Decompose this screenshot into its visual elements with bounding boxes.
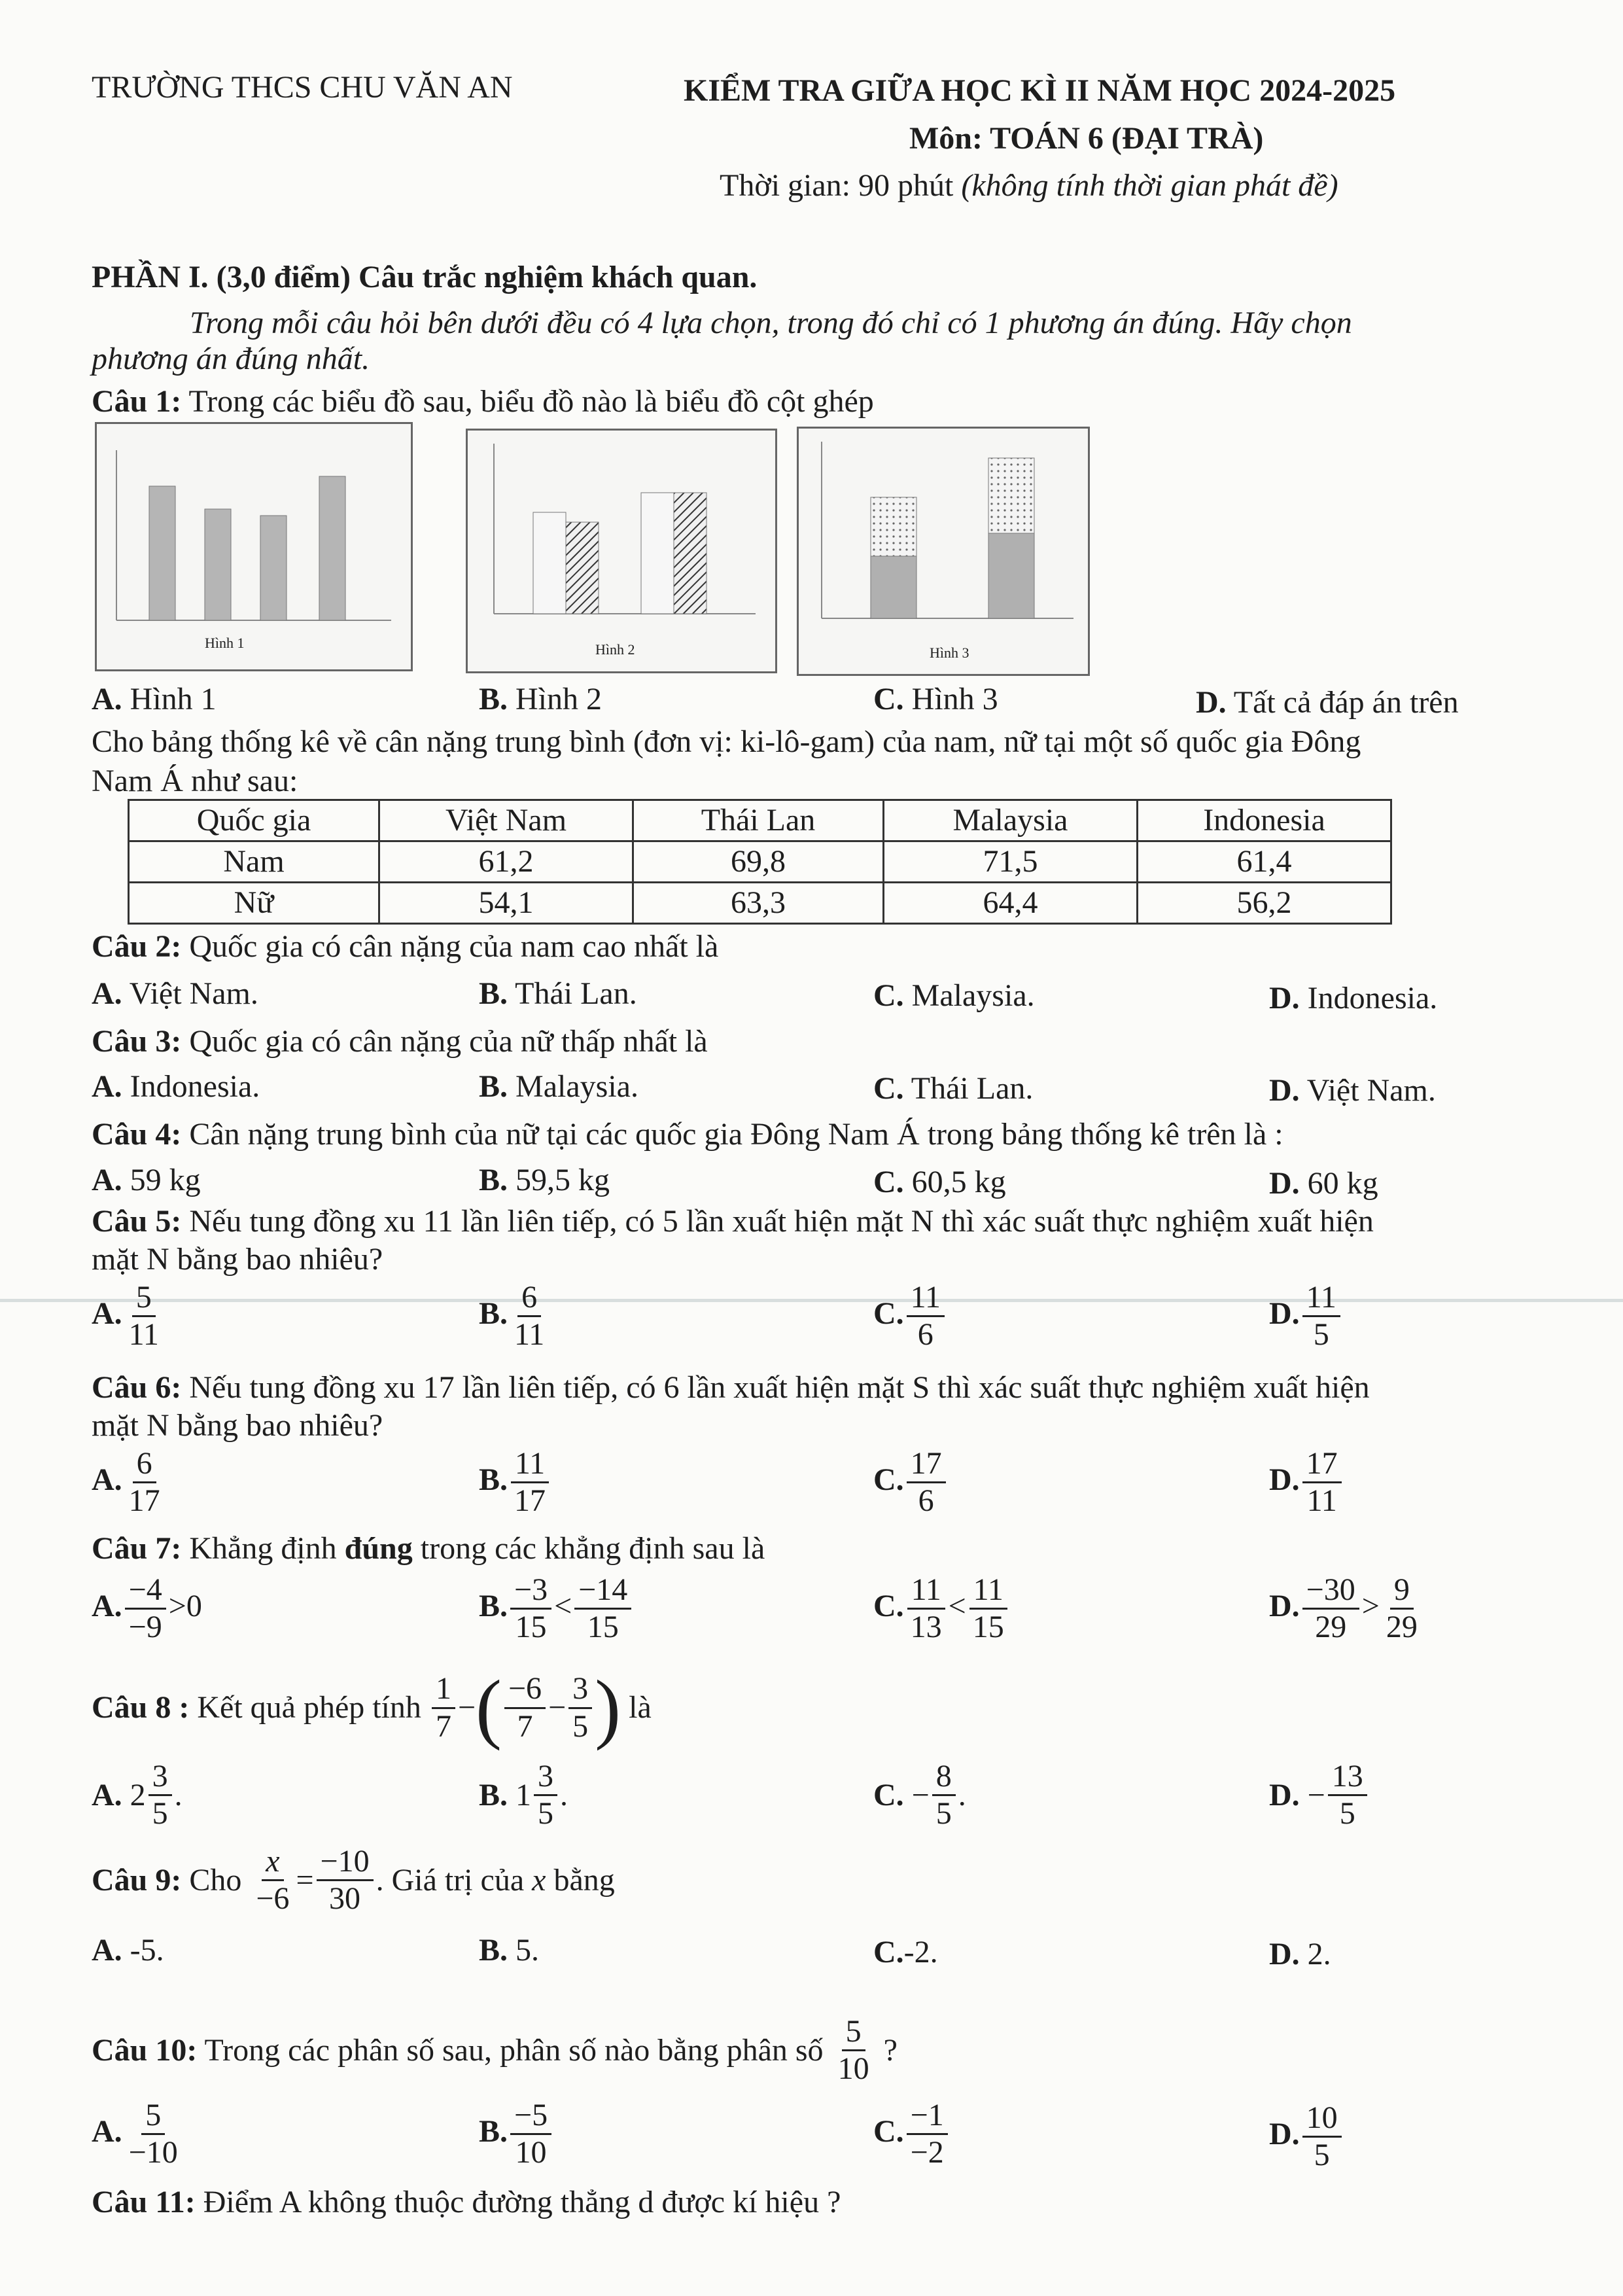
q4-option-d[interactable] — [1269, 1165, 1378, 1203]
q8-option-a[interactable] — [92, 1760, 183, 1831]
question-4 — [92, 1116, 1283, 1154]
whole-part: 1 — [515, 1778, 532, 1813]
numerator: −4 — [125, 1574, 166, 1610]
q6-option-d-fraction — [1302, 1447, 1342, 1518]
q9-text: Cho — [181, 1863, 250, 1898]
q1-option-d-text: Tất cả đáp án trên — [1226, 685, 1459, 720]
q5-option-d-fraction — [1302, 1281, 1340, 1352]
q9-tail2: bằng — [546, 1863, 615, 1898]
table-row — [129, 883, 1391, 924]
q6-option-c-fraction — [907, 1447, 946, 1518]
q1-option-b-letter: B. — [479, 682, 508, 716]
table-header-cell: Quốc gia — [129, 800, 379, 841]
fraction — [834, 2015, 873, 2086]
fraction — [574, 1574, 631, 1644]
fraction — [125, 2099, 182, 2170]
school-name: TRƯỜNG THCS CHU VĂN AN — [92, 70, 513, 105]
fraction — [907, 2099, 948, 2170]
fig1-bar-4 — [319, 476, 345, 620]
q2-option-d-letter: D. — [1269, 981, 1300, 1016]
q2-option-c-letter: C. — [873, 978, 904, 1013]
q6-option-a-fraction — [125, 1447, 164, 1518]
q3-option-c-text: Thái Lan. — [903, 1071, 1034, 1106]
q6-option-d-letter: D. — [1269, 1462, 1300, 1497]
q4-option-c-letter: C. — [873, 1165, 904, 1199]
table-row — [129, 841, 1391, 883]
denominator: 7 — [517, 1708, 533, 1744]
question-6 — [92, 1369, 1370, 1407]
q7-option-a[interactable] — [92, 1574, 202, 1644]
q1-label: Câu 1: — [92, 384, 182, 419]
denominator: 15 — [515, 1610, 547, 1645]
q2-option-b[interactable] — [479, 975, 637, 1013]
q2-text: Quốc gia có cân nặng của nam cao nhất là — [181, 929, 719, 964]
q1-option-a[interactable] — [92, 680, 217, 718]
question-3 — [92, 1023, 708, 1061]
q1-option-b[interactable] — [479, 680, 602, 718]
numerator: x — [262, 1845, 283, 1881]
figure-1-caption: Hình 1 — [205, 635, 245, 651]
q9-option-a[interactable] — [92, 1932, 164, 1969]
q8-option-c-letter: C. — [873, 1778, 904, 1813]
fraction — [148, 1760, 172, 1831]
q5-option-c-letter: C. — [873, 1296, 904, 1331]
q6-option-a-letter: A. — [92, 1462, 122, 1497]
period: . — [560, 1778, 568, 1813]
table-header-row — [129, 800, 1391, 841]
q1-option-c-letter: C. — [873, 682, 904, 716]
figure-1-chart — [95, 422, 413, 671]
q5-option-a[interactable] — [92, 1281, 166, 1352]
fig2-bar-2b — [674, 493, 707, 614]
weight-stats-table — [128, 799, 1392, 925]
q7-option-b[interactable] — [479, 1574, 634, 1644]
q6-option-a[interactable] — [92, 1447, 167, 1518]
q8-tail: là — [621, 1690, 652, 1725]
q10-option-a[interactable] — [92, 2099, 184, 2170]
q3-option-a[interactable] — [92, 1068, 260, 1106]
fraction — [125, 1574, 166, 1644]
q7-text-post: trong các khẳng định sau là — [412, 1531, 765, 1566]
fraction — [1302, 1574, 1359, 1644]
q9-option-c[interactable] — [873, 1934, 938, 1971]
fraction — [907, 1574, 946, 1644]
denominator: 6 — [918, 1483, 934, 1519]
q8-option-d-letter: D. — [1269, 1778, 1300, 1813]
q10-label: Câu 10: — [92, 2033, 198, 2068]
table-header-cell: Malaysia — [884, 800, 1138, 841]
minus-sign: − — [1307, 1778, 1325, 1813]
denominator: 15 — [587, 1610, 619, 1645]
q6-option-b-letter: B. — [479, 1462, 508, 1497]
numerator: 9 — [1390, 1574, 1414, 1610]
fig1-bar-1 — [149, 486, 175, 620]
fraction — [1302, 2102, 1342, 2172]
q2-option-b-text: Thái Lan. — [508, 976, 637, 1011]
part1-instruction-line1: Trong mỗi câu hỏi bên dưới đều có 4 lựa chọn, trong đó chỉ có 1 phương án đúng. Hãy chọn — [190, 306, 1352, 340]
q6-label: Câu 6: — [92, 1370, 182, 1405]
q5-option-b[interactable] — [479, 1281, 551, 1352]
stats-intro-line2: Nam Á như sau: — [92, 764, 298, 798]
q7-label: Câu 7: — [92, 1531, 182, 1566]
relation-sign: > — [168, 1588, 186, 1623]
q1-option-a-letter: A. — [92, 682, 122, 716]
denominator: 17 — [514, 1483, 546, 1519]
denominator: 13 — [910, 1610, 942, 1645]
table-cell: 64,4 — [884, 883, 1138, 924]
time-label: Thời gian: 90 phút — [720, 168, 962, 203]
numerator: 17 — [1302, 1447, 1342, 1483]
q5-option-d-letter: D. — [1269, 1296, 1300, 1331]
exam-title: KIỂM TRA GIỮA HỌC KÌ II NĂM HỌC 2024-2025 — [684, 73, 1396, 108]
q8-option-a-letter: A. — [92, 1778, 122, 1813]
time-note: (không tính thời gian phát đề) — [961, 168, 1338, 203]
denominator: 5 — [1314, 2138, 1330, 2173]
figure-2-chart — [466, 429, 777, 673]
numerator: 6 — [517, 1281, 541, 1317]
denominator: 6 — [917, 1317, 934, 1352]
q4-option-b[interactable] — [479, 1161, 610, 1199]
q8-label: Câu 8 : — [92, 1690, 190, 1725]
denominator: 10 — [515, 2135, 547, 2170]
q4-option-c[interactable] — [873, 1163, 1006, 1201]
fraction — [317, 1845, 374, 1916]
period: . — [958, 1778, 966, 1813]
figure-3-svg — [799, 429, 1088, 674]
q2-option-a[interactable] — [92, 975, 258, 1013]
relation-sign: < — [948, 1588, 966, 1623]
q3-option-b[interactable] — [479, 1068, 638, 1106]
q7-text-pre: Khẳng định — [181, 1531, 345, 1566]
fraction — [969, 1574, 1008, 1644]
q9-option-b-text: 5. — [508, 1933, 540, 1968]
equals-sign: = — [296, 1863, 314, 1898]
figure-1-svg — [97, 424, 411, 669]
denominator: −2 — [910, 2135, 944, 2170]
q3-option-c-letter: C. — [873, 1071, 904, 1106]
table-header-cell: Indonesia — [1138, 800, 1391, 841]
q10-option-b[interactable] — [479, 2099, 554, 2170]
fig3-bar-1-top — [871, 497, 916, 556]
q9-option-c-letter: C. — [873, 1935, 904, 1969]
q8-option-b-letter: B. — [479, 1778, 508, 1813]
fig3-bar-1-bottom — [871, 556, 916, 618]
q5-line1: Nếu tung đồng xu 11 lần liên tiếp, có 5 lần xuất hiện mặt N thì xác suất thực nghiệm xuất hiện — [181, 1204, 1374, 1239]
question-9 — [92, 1845, 615, 1916]
q1-option-c-text: Hình 3 — [903, 682, 998, 716]
q1-option-c[interactable] — [873, 680, 998, 718]
fig2-bar-1a — [533, 512, 566, 614]
table-cell: 71,5 — [884, 841, 1138, 883]
table-cell: 56,2 — [1138, 883, 1391, 924]
table-cell: Nam — [129, 841, 379, 883]
q9-option-d-text: 2. — [1299, 1937, 1331, 1971]
fraction — [568, 1672, 592, 1743]
fraction — [534, 1760, 557, 1831]
figure-2-svg — [468, 431, 775, 671]
rhs-value: 0 — [186, 1588, 202, 1623]
denominator: 5 — [538, 1796, 554, 1831]
relation-sign: < — [554, 1588, 572, 1623]
fig3-bar-2-top — [988, 458, 1034, 533]
numerator: 5 — [842, 2015, 865, 2051]
fig2-bar-2a — [641, 493, 674, 614]
left-paren: ( — [476, 1664, 502, 1751]
table-cell: 61,2 — [379, 841, 633, 883]
q7-option-b-letter: B. — [479, 1588, 508, 1623]
numerator: −5 — [510, 2099, 551, 2135]
question-8 — [92, 1664, 652, 1751]
q9-option-d[interactable] — [1269, 1935, 1331, 1973]
q5-option-a-letter: A. — [92, 1296, 122, 1331]
q11-label: Câu 11: — [92, 2185, 196, 2219]
fraction — [1382, 1574, 1422, 1644]
numerator: −6 — [504, 1672, 546, 1708]
q9-option-c-text: -2. — [903, 1935, 938, 1969]
numerator: −3 — [510, 1574, 551, 1610]
numerator: 5 — [132, 1281, 156, 1317]
figure-3-caption: Hình 3 — [930, 645, 969, 661]
q3-label: Câu 3: — [92, 1024, 182, 1059]
numerator: 6 — [133, 1447, 156, 1483]
part1-title: PHẦN I. (3,0 điểm) Câu trắc nghiệm khách quan. — [92, 260, 758, 294]
denominator: 11 — [514, 1317, 545, 1352]
numerator: 10 — [1302, 2102, 1342, 2138]
numerator: 3 — [534, 1760, 557, 1796]
q8-option-c[interactable] — [873, 1760, 966, 1831]
minus-sign: − — [548, 1690, 567, 1725]
q10-option-d[interactable] — [1269, 2102, 1344, 2172]
numerator: −14 — [574, 1574, 631, 1610]
q6-option-d[interactable] — [1269, 1447, 1344, 1518]
fig2-bar-1b — [566, 522, 599, 614]
denominator: −6 — [256, 1881, 290, 1916]
q8-text: Kết quả phép tính — [189, 1690, 429, 1725]
q5-option-c-fraction — [907, 1281, 945, 1352]
numerator: 8 — [932, 1760, 956, 1796]
q11-text: Điểm A không thuộc đường thẳng d được kí hiệu ? — [195, 2185, 841, 2219]
q3-option-b-text: Malaysia. — [508, 1069, 638, 1104]
q5-option-d[interactable] — [1269, 1281, 1343, 1352]
q3-option-a-letter: A. — [92, 1069, 122, 1104]
q1-option-b-text: Hình 2 — [508, 682, 602, 716]
time-line — [720, 167, 1338, 205]
q4-option-d-letter: D. — [1269, 1166, 1300, 1201]
q4-option-b-letter: B. — [479, 1163, 508, 1197]
q3-text: Quốc gia có cân nặng của nữ thấp nhất là — [181, 1024, 708, 1059]
q10-tail: ? — [875, 2033, 898, 2068]
q10-option-b-letter: B. — [479, 2113, 508, 2149]
question-1 — [92, 383, 874, 421]
question-2 — [92, 928, 718, 966]
q10-option-c-letter: C. — [873, 2113, 904, 2149]
q2-option-a-text: Việt Nam. — [122, 976, 258, 1011]
q2-option-b-letter: B. — [479, 976, 508, 1011]
fig3-bar-2-bottom — [988, 533, 1034, 618]
denominator: 5 — [1313, 1317, 1329, 1352]
denominator: 7 — [435, 1708, 451, 1744]
table-cell: 69,8 — [633, 841, 884, 883]
denominator: 29 — [1315, 1610, 1347, 1645]
q9-option-d-letter: D. — [1269, 1937, 1300, 1971]
table-header-cell: Thái Lan — [633, 800, 884, 841]
period: . — [174, 1778, 183, 1813]
q4-option-a-letter: A. — [92, 1163, 122, 1197]
q9-option-a-letter: A. — [92, 1933, 122, 1968]
minus-sign: − — [911, 1778, 930, 1813]
q4-option-a-text: 59 kg — [122, 1163, 201, 1197]
q6-line2: mặt N bằng bao nhiêu? — [92, 1408, 383, 1443]
q2-option-c-text: Malaysia. — [903, 978, 1035, 1013]
q7-text-emphasis: đúng — [344, 1531, 413, 1566]
variable-x: x — [532, 1863, 546, 1898]
denominator: 15 — [972, 1610, 1004, 1645]
numerator: 5 — [141, 2099, 165, 2135]
numerator: 1 — [432, 1672, 455, 1708]
numerator: 11 — [969, 1574, 1007, 1610]
q2-option-d-text: Indonesia. — [1299, 981, 1438, 1016]
denominator: 11 — [1306, 1483, 1337, 1519]
minus-sign: − — [457, 1690, 476, 1725]
fraction — [432, 1672, 455, 1743]
numerator: 11 — [511, 1447, 549, 1483]
table-cell: 61,4 — [1138, 841, 1391, 883]
q7-option-c-letter: C. — [873, 1588, 904, 1623]
numerator: 13 — [1328, 1760, 1367, 1796]
q4-option-a[interactable] — [92, 1161, 201, 1199]
q3-option-c[interactable] — [873, 1070, 1033, 1108]
q3-option-a-text: Indonesia. — [122, 1069, 260, 1104]
q6-option-b-fraction — [510, 1447, 550, 1518]
table-cell: Nữ — [129, 883, 379, 924]
q2-label: Câu 2: — [92, 929, 182, 964]
q1-option-d-letter: D. — [1196, 685, 1227, 720]
fraction — [932, 1760, 956, 1831]
q1-option-d[interactable] — [1196, 684, 1459, 722]
q5-label: Câu 5: — [92, 1204, 182, 1239]
q8-option-b[interactable] — [479, 1760, 568, 1831]
q9-tail: . Giá trị của — [375, 1863, 532, 1898]
q7-option-c[interactable] — [873, 1574, 1011, 1644]
stats-intro-line1: Cho bảng thống kê về cân nặng trung bình (đơn vị: ki-lô-gam) của nam, nữ tại một số quốc gia Đông — [92, 724, 1361, 759]
figure-2-caption: Hình 2 — [595, 641, 635, 658]
q5-option-a-fraction — [125, 1281, 163, 1352]
q7-option-d[interactable] — [1269, 1574, 1424, 1644]
q9-option-b-letter: B. — [479, 1933, 508, 1968]
fraction — [1328, 1760, 1367, 1831]
scan-artifact-line — [0, 1299, 1623, 1302]
q6-option-b[interactable] — [479, 1447, 552, 1518]
table-cell: 54,1 — [379, 883, 633, 924]
q3-option-d[interactable] — [1269, 1072, 1436, 1110]
relation-sign: > — [1361, 1588, 1380, 1623]
q6-option-c[interactable] — [873, 1447, 949, 1518]
q9-label: Câu 9: — [92, 1863, 182, 1898]
fraction — [510, 2099, 551, 2170]
q4-label: Câu 4: — [92, 1117, 182, 1152]
denominator: 5 — [935, 1796, 952, 1831]
q9-option-b[interactable] — [479, 1932, 539, 1969]
numerator: 11 — [907, 1574, 945, 1610]
part1-instruction-line2: phương án đúng nhất. — [92, 342, 370, 376]
q10-option-c[interactable] — [873, 2099, 951, 2170]
q3-option-d-letter: D. — [1269, 1073, 1300, 1108]
q8-option-d[interactable] — [1269, 1760, 1370, 1831]
q10-text: Trong các phân số sau, phân số nào bằng phân số — [197, 2033, 831, 2068]
fraction — [510, 1574, 551, 1644]
q4-option-c-text: 60,5 kg — [903, 1165, 1006, 1199]
table-header-cell: Việt Nam — [379, 800, 633, 841]
fig1-bar-2 — [205, 509, 231, 620]
numerator: −1 — [907, 2099, 948, 2135]
denominator: 30 — [329, 1881, 361, 1916]
figure-3-chart — [797, 427, 1090, 676]
denominator: 29 — [1386, 1610, 1418, 1645]
q5-option-c[interactable] — [873, 1281, 947, 1352]
table-cell: 63,3 — [633, 883, 884, 924]
q5-line2: mặt N bằng bao nhiêu? — [92, 1242, 383, 1277]
denominator: 5 — [572, 1708, 589, 1744]
q2-option-c[interactable] — [873, 977, 1035, 1015]
subject-line: Môn: TOÁN 6 (ĐẠI TRÀ) — [909, 121, 1264, 156]
fraction — [252, 1845, 293, 1916]
denominator: 11 — [128, 1317, 159, 1352]
q3-option-d-text: Việt Nam. — [1299, 1073, 1436, 1108]
fraction — [504, 1672, 546, 1743]
q4-option-b-text: 59,5 kg — [508, 1163, 610, 1197]
denominator: 17 — [128, 1483, 160, 1519]
q4-option-d-text: 60 kg — [1299, 1166, 1378, 1201]
whole-part: 2 — [130, 1778, 146, 1813]
question-11 — [92, 2183, 841, 2221]
q10-option-d-letter: D. — [1269, 2116, 1300, 2151]
question-10 — [92, 2015, 898, 2086]
numerator: 3 — [568, 1672, 592, 1708]
denominator: −10 — [128, 2135, 178, 2170]
numerator: 11 — [907, 1281, 945, 1317]
q2-option-a-letter: A. — [92, 976, 122, 1011]
q7-option-d-letter: D. — [1269, 1588, 1300, 1623]
q5-option-b-fraction — [510, 1281, 548, 1352]
denominator: −9 — [128, 1610, 162, 1645]
q5-option-b-letter: B. — [479, 1296, 508, 1331]
q9-option-a-text: -5. — [122, 1933, 164, 1968]
q1-text: Trong các biểu đồ sau, biểu đồ nào là biểu đồ cột ghép — [181, 384, 874, 419]
q10-option-a-letter: A. — [92, 2113, 122, 2149]
q7-option-a-letter: A. — [92, 1588, 122, 1623]
fig1-bar-3 — [260, 516, 287, 620]
question-5 — [92, 1203, 1374, 1241]
numerator: −10 — [317, 1845, 374, 1881]
numerator: 11 — [1302, 1281, 1340, 1317]
denominator: 5 — [1339, 1796, 1355, 1831]
q4-text: Cân nặng trung bình của nữ tại các quốc gia Đông Nam Á trong bảng thống kê trên là : — [181, 1117, 1283, 1152]
q1-option-a-text: Hình 1 — [122, 682, 217, 716]
numerator: 17 — [907, 1447, 946, 1483]
question-7 — [92, 1530, 765, 1568]
denominator: 5 — [152, 1796, 168, 1831]
numerator: 3 — [148, 1760, 172, 1796]
q2-option-d[interactable] — [1269, 980, 1437, 1017]
right-paren: ) — [595, 1664, 621, 1751]
q3-option-b-letter: B. — [479, 1069, 508, 1104]
q6-line1: Nếu tung đồng xu 17 lần liên tiếp, có 6 lần xuất hiện mặt S thì xác suất thực nghiệm xuất hiện — [181, 1370, 1370, 1405]
denominator: 10 — [837, 2051, 869, 2087]
q6-option-c-letter: C. — [873, 1462, 904, 1497]
numerator: −30 — [1302, 1574, 1359, 1610]
